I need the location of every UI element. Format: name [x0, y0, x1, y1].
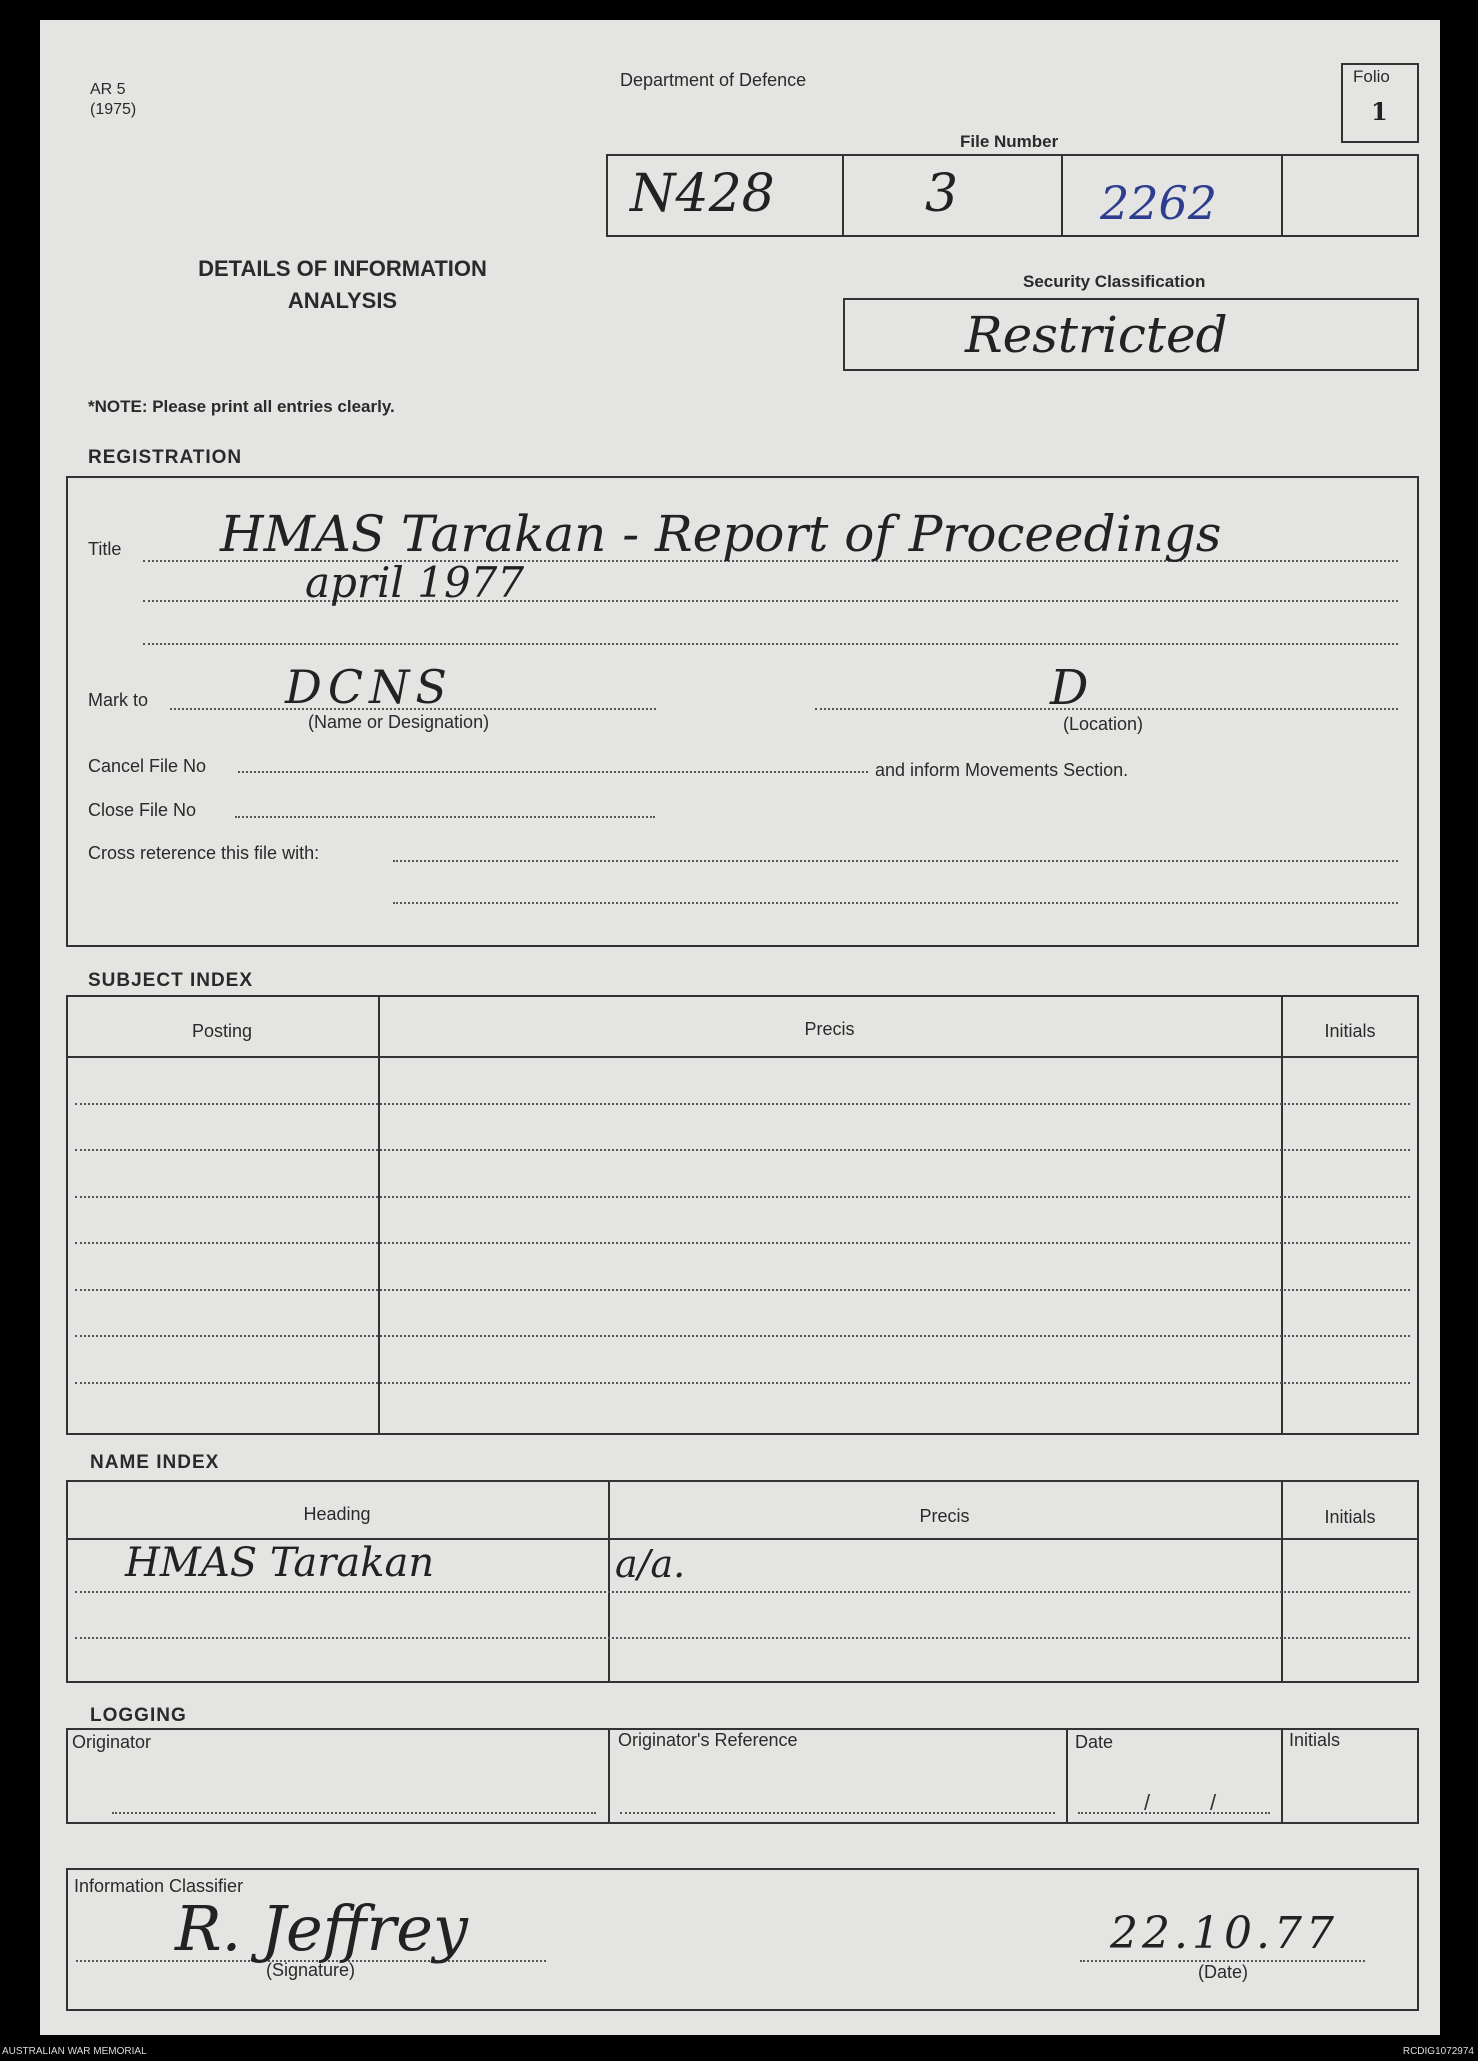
logging-col-date: Date [1075, 1732, 1114, 1752]
name-col-heading: Heading [303, 1504, 371, 1524]
form-code [90, 80, 136, 120]
title-value-line2: april 1977 [305, 558, 525, 607]
subject-row-line [75, 1196, 1410, 1198]
classifier-date: 22.10.77 [1110, 1908, 1338, 1959]
cancel-file-label: Cancel File No [88, 756, 207, 776]
location-line [815, 708, 1398, 710]
form-title [165, 253, 520, 317]
form-title-line2: ANALYSIS [287, 288, 398, 313]
security-classification-label: Security Classification [1023, 272, 1206, 291]
subject-row-line [75, 1242, 1410, 1244]
subject-col-initials: Initials [1324, 1021, 1376, 1041]
logging-date-line [1078, 1812, 1270, 1814]
cross-reference-line-2 [393, 902, 1398, 904]
name-caption: (Name or Designation) [308, 712, 490, 732]
cross-reference-label: Cross reterence this file with: [88, 843, 320, 863]
name-row-line [75, 1591, 1410, 1593]
print-note: *NOTE: Please print all entries clearly. [88, 397, 395, 416]
name-col-initials: Initials [1324, 1507, 1376, 1527]
security-classification-box [843, 298, 1419, 371]
subject-row-line [75, 1289, 1410, 1291]
name-col-precis: Precis [919, 1506, 970, 1526]
name-row1-precis: a/a. [615, 1542, 686, 1586]
cross-reference-line-1 [393, 860, 1398, 862]
title-label: Title [88, 539, 122, 559]
logging-heading: LOGGING [90, 1705, 187, 1726]
close-file-label: Close File No [88, 800, 197, 820]
location-caption: (Location) [1063, 714, 1144, 734]
cancel-file-suffix: and inform Movements Section. [875, 760, 1129, 780]
subject-col-precis: Precis [804, 1019, 855, 1039]
title-value-line1: HMAS Tarakan - Report of Proceedings [220, 505, 1222, 563]
subject-col-posting: Posting [191, 1021, 253, 1041]
classifier-signature: R. Jeffrey [175, 1892, 468, 1965]
subject-row-line [75, 1382, 1410, 1384]
department-name: Department of Defence [620, 70, 807, 90]
logging-col-initials: Initials [1289, 1730, 1341, 1750]
title-line-3 [143, 643, 1398, 645]
subject-row-line [75, 1149, 1410, 1151]
subject-index-heading: SUBJECT INDEX [88, 970, 254, 991]
file-number-label: File Number [960, 132, 1059, 151]
date-caption: (Date) [1198, 1962, 1249, 1982]
file-number-cell-2: 3 [925, 164, 959, 224]
logging-col-originator: Originator [72, 1732, 152, 1752]
folio-box [1341, 63, 1419, 143]
name-index-heading: NAME INDEX [90, 1452, 220, 1473]
folio-value: 1 [1371, 97, 1388, 126]
logging-reference-line [620, 1812, 1055, 1814]
form-code-line2: (1975) [90, 101, 137, 118]
archive-credit: AUSTRALIAN WAR MEMORIAL [2, 2046, 147, 2057]
form-code-line1: AR 5 [90, 81, 126, 98]
folio-label: Folio [1353, 67, 1390, 86]
location-value: D [1050, 660, 1089, 716]
signature-caption: (Signature) [266, 1960, 356, 1980]
form-title-line1: DETAILS OF INFORMATION [198, 256, 487, 281]
file-number-cell-1: N428 [630, 164, 775, 224]
subject-row-line [75, 1335, 1410, 1337]
logging-col-reference: Originator's Reference [618, 1730, 798, 1750]
archive-id: RCDIG1072974 [1402, 2046, 1474, 2057]
subject-index-table [66, 995, 1419, 1435]
registration-heading: REGISTRATION [88, 447, 243, 468]
classifier-label: Information Classifier [74, 1876, 244, 1896]
security-classification-value: Restricted [965, 306, 1228, 364]
cancel-file-line [238, 771, 868, 773]
date-slash-1: / [1144, 1790, 1151, 1815]
date-slash-2: / [1210, 1790, 1217, 1815]
name-row1-heading: HMAS Tarakan [125, 1540, 435, 1586]
close-file-line [235, 816, 655, 818]
logging-originator-line [112, 1812, 596, 1814]
mark-to-label: Mark to [88, 690, 149, 710]
mark-to-value: DCNS [285, 660, 453, 714]
file-number-cell-3: 2262 [1100, 176, 1218, 230]
subject-row-line [75, 1103, 1410, 1105]
name-row-line [75, 1637, 1410, 1639]
